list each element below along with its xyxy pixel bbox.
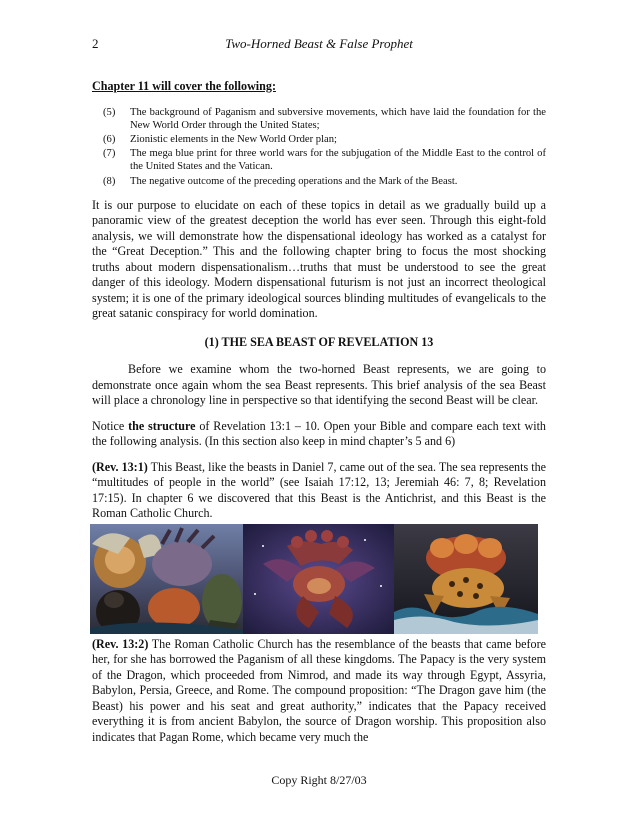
list-item — [103, 133, 546, 146]
verse-reference: (Rev. 13:2) — [92, 636, 149, 651]
notice-paragraph — [92, 419, 546, 450]
running-title: Two-Horned Beast & False Prophet — [225, 36, 413, 51]
page-number: 2 — [92, 36, 99, 51]
verse-reference: (Rev. 13:1) — [92, 459, 148, 474]
list-marker: (7) — [103, 148, 116, 160]
notice-prefix: Notice — [92, 418, 129, 433]
chapter-heading: Chapter 11 will cover the following: — [92, 79, 276, 93]
page-body — [92, 79, 546, 745]
list-item-text: The background of Paganism and subversive movements, which have laid the foundation for the New World Order through the United States; — [130, 106, 546, 131]
list-item — [103, 147, 546, 173]
list-item-text: Zionistic elements in the New World Order plan; — [130, 133, 337, 145]
notice-bold-text: the structure — [128, 418, 196, 433]
verse-commentary: The Roman Catholic Church has the resemblance of the beasts that came before her, for she has borrowed the Paganism of all these kingdoms. The Papacy is the very system of the Dragon, which proceeded from Nimrod, and made its way through Egypt, Assyria, Babylon, Persia, Greece, and Rome. The compound proposition: “The Dragon gave him (the Beast) his power and his seat and great authority,” indicates that the Papacy received everything it is from ancient Babylon, the source of Dragon worship. This proposition also indicates that Pagan Rome, which became very much the — [92, 636, 546, 744]
list-marker: (8) — [103, 175, 116, 187]
verse-commentary: This Beast, like the beasts in Daniel 7, came out of the sea. The sea represents the “multitudes of people in the world” (see Isaiah 17:12, 13; Jeremiah 46: 7, 8; Revelation 17:15). In chapter 6 we discovered that this Beast is the Antichrist, and this Beast is the Roman Catholic Church. — [92, 459, 546, 521]
list-marker: (5) — [103, 106, 116, 118]
purpose-paragraph: It is our purpose to elucidate on each of these topics in detail as we gradually build up a panoramic view of the greatest deception the world has ever seen. Through this eight-fold analysis, we will demonstrate how the dispensational ideology has worked as a catalyst for the “Great Deception.” This and the following chapter bring to focus the most shocking truths about modern dispensationalism…truths that must be understood to see the great danger of this ideology. Modern dispensational futurism is not just an incorrect theological system; it is one of the primary ideological sources blinding multitudes of evangelicals to the great satanic conspiracy for world domination. — [92, 197, 546, 321]
rev-13-2-paragraph — [92, 637, 546, 746]
list-item-text: The negative outcome of the preceding operations and the Mark of the Beast. — [130, 175, 458, 187]
list-item — [103, 106, 546, 132]
leopard-beast-from-sea-illustration — [394, 524, 538, 634]
list-item — [103, 175, 546, 188]
topic-list — [92, 106, 546, 188]
intro-paragraph: Before we examine whom the two-horned Beast represents, we are going to demonstrate once again whom the sea Beast represents. This brief analysis of the sea Beast will place a chronology line in perspective so that identifying the second Beast will be clear. — [92, 362, 546, 408]
four-beasts-of-daniel-illustration — [90, 524, 243, 634]
rev-13-1-paragraph — [92, 460, 546, 522]
list-marker: (6) — [103, 133, 116, 145]
page-footer: Copy Right 8/27/03 — [271, 773, 367, 787]
section-heading: (1) THE SEA BEAST OF REVELATION 13 — [204, 334, 434, 349]
notice-suffix: of Revelation 13:1 – 10. Open your Bible and compare each text with the following analysis. (In this section also keep in mind chapter’s 5 and 6) — [92, 418, 546, 449]
illustration-row — [90, 524, 544, 634]
list-item-text: The mega blue print for three world wars for the subjugation of the Middle East to the control of the United States and the Vatican. — [130, 148, 546, 173]
seven-headed-dragon-illustration — [243, 524, 394, 634]
